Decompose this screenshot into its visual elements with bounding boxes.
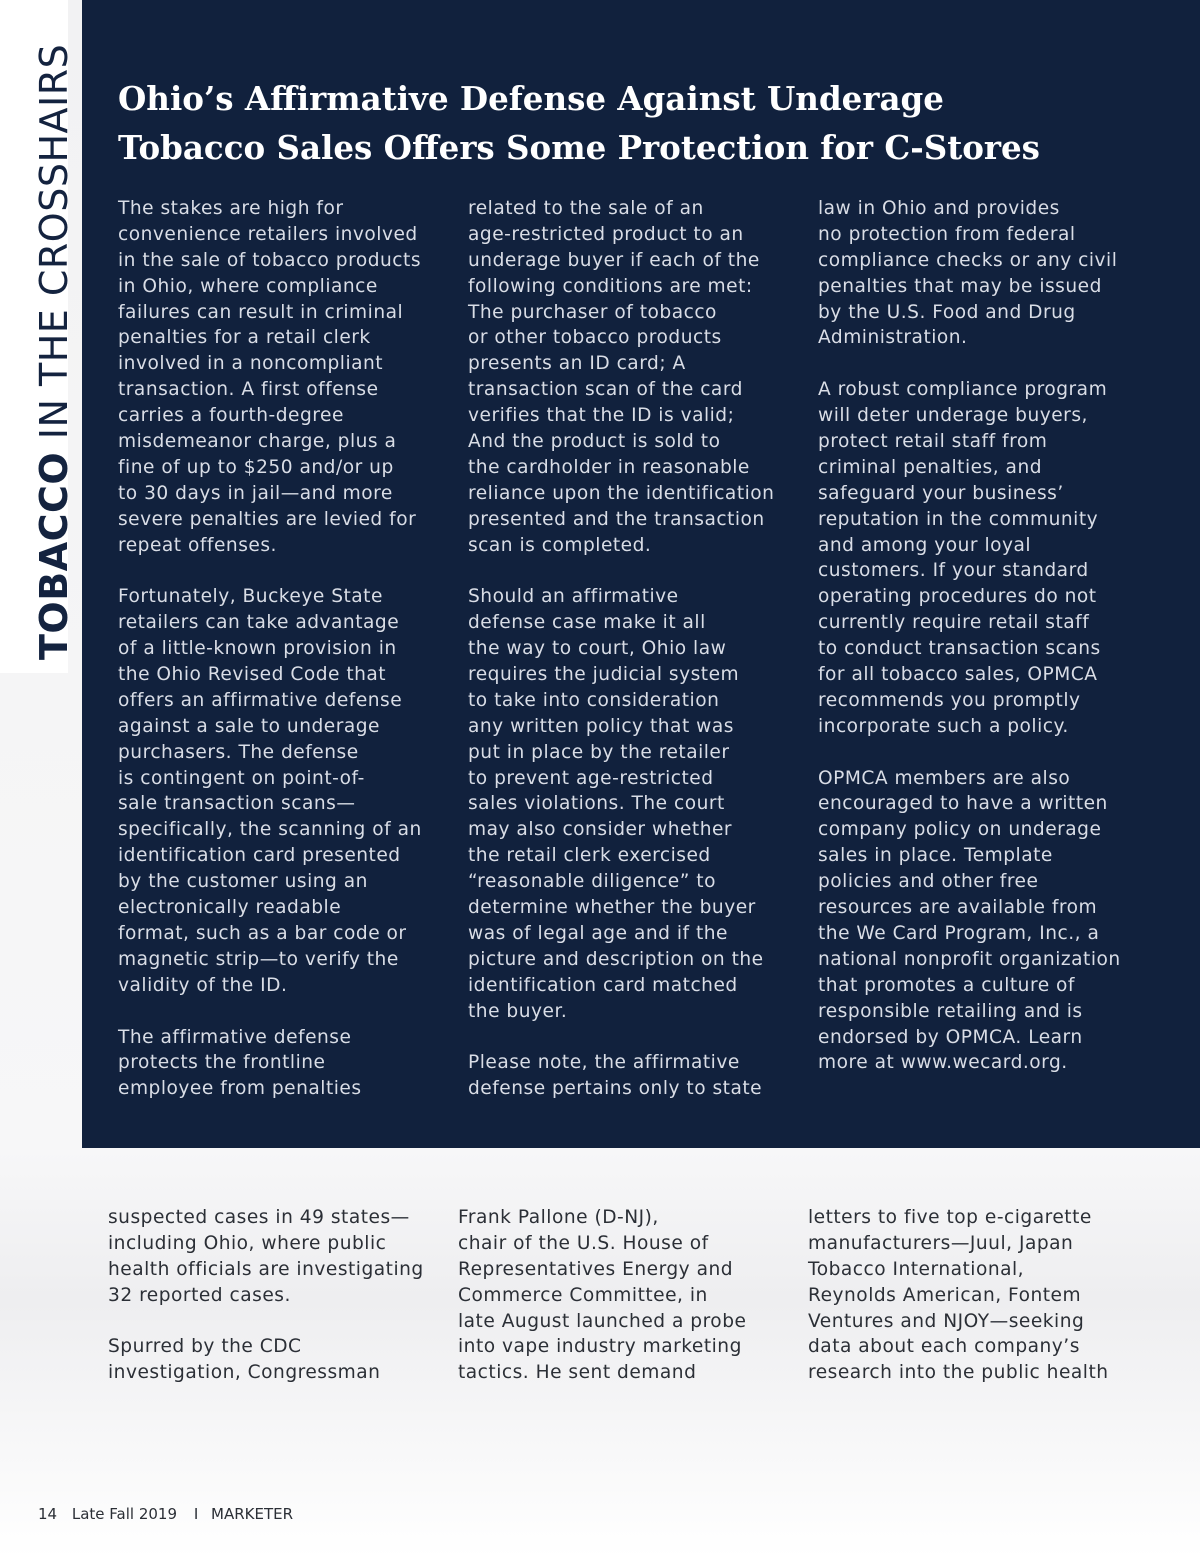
paragraph-gap <box>468 1025 798 1051</box>
text-line: sale transaction scans— <box>118 793 356 815</box>
text-line: Commerce Committee, in <box>458 1284 708 1306</box>
paragraph-gap <box>468 558 798 584</box>
text-line: company policy on underage <box>818 819 1102 841</box>
text-line: and among your loyal <box>818 534 1032 556</box>
text-line: Should an affirmative <box>468 586 679 608</box>
text-line: compliance checks or any civil <box>818 249 1118 271</box>
text-line: to 30 days in jail—and more <box>118 482 393 504</box>
text-line: put in place by the retailer <box>468 741 730 763</box>
text-line: OPMCA members are also <box>818 767 1071 789</box>
text-line: specifically, the scanning of an <box>118 819 422 841</box>
text-line: misdemeanor charge, plus a <box>118 431 397 453</box>
text-line: age-restricted product to an <box>468 223 744 245</box>
text-line: law in Ohio and provides <box>818 198 1060 219</box>
text-line: to prevent age-restricted <box>468 767 714 789</box>
text-line: failures can result in criminal <box>118 301 404 323</box>
text-line: by the customer using an <box>118 871 368 893</box>
text-line: endorsed by OPMCA. Learn <box>818 1026 1083 1048</box>
text-line: the cardholder in reasonable <box>468 456 750 478</box>
paragraph-gap <box>818 740 1148 766</box>
text-line: identification card matched <box>468 974 738 996</box>
text-line: retailers can take advantage <box>118 612 400 634</box>
article-column-1 <box>118 196 448 1102</box>
text-line: recommends you promptly <box>818 689 1081 711</box>
text-line: to take into consideration <box>468 689 720 711</box>
text-line: A robust compliance program <box>818 379 1108 401</box>
text-line: including Ohio, where public <box>108 1232 387 1254</box>
text-line: or other tobacco products <box>468 327 722 349</box>
text-line: transaction scan of the card <box>468 379 743 401</box>
text-line: identification card presented <box>118 845 401 867</box>
text-line: employee from penalties <box>118 1078 362 1100</box>
text-line: penalties that may be issued <box>818 275 1102 297</box>
text-line: Administration. <box>818 327 968 349</box>
article-column-3 <box>818 196 1148 1076</box>
paragraph-gap <box>118 558 448 584</box>
text-line: in the sale of tobacco products <box>118 249 422 271</box>
text-line: determine whether the buyer <box>468 897 756 919</box>
text-line: Fortunately, Buckeye State <box>118 586 383 608</box>
text-line: into vape industry marketing <box>458 1336 742 1358</box>
text-line: 32 reported cases. <box>108 1284 291 1306</box>
text-line: tactics. He sent demand <box>458 1362 697 1384</box>
text-line: responsible retailing and is <box>818 1000 1083 1022</box>
text-line: The stakes are high for <box>118 198 344 219</box>
text-line: protects the frontline <box>118 1052 326 1074</box>
text-line: scan is completed. <box>468 534 652 556</box>
text-line: involved in a noncompliant <box>118 353 384 375</box>
text-line: validity of the ID. <box>118 974 288 996</box>
text-line: sales in place. Template <box>818 845 1053 867</box>
publication-name: MARKETER <box>211 1505 294 1523</box>
text-line: investigation, Congressman <box>108 1362 381 1384</box>
text-line: operating procedures do not <box>818 586 1097 608</box>
text-line: presented and the transaction <box>468 508 765 530</box>
headline-line-1: Ohio’s Affirmative Defense Against Underage <box>118 79 944 118</box>
text-line: carries a fourth-degree <box>118 405 344 427</box>
text-line: to conduct transaction scans <box>818 638 1101 660</box>
text-line: customers. If your standard <box>818 560 1089 582</box>
headline-line-2: Tobacco Sales Offers Some Protection for C-Stores <box>118 128 1040 167</box>
text-line: transaction. A first offense <box>118 379 379 401</box>
text-line: the We Card Program, Inc., a <box>818 922 1100 944</box>
text-line: no protection from federal <box>818 223 1076 245</box>
text-line: “reasonable diligence” to <box>468 871 716 893</box>
paragraph-gap <box>118 999 448 1025</box>
text-line: data about each company’s <box>808 1336 1080 1358</box>
text-line: following conditions are met: <box>468 275 753 297</box>
text-line: fine of up to $250 and/or up <box>118 456 394 478</box>
text-line: magnetic strip—to verify the <box>118 948 399 970</box>
text-line: resources are available from <box>818 897 1098 919</box>
text-line: policies and other free <box>818 871 1039 893</box>
issue-date: Late Fall 2019 <box>71 1505 178 1523</box>
text-line: The purchaser of tobacco <box>468 301 717 323</box>
text-line: the retail clerk exercised <box>468 845 711 867</box>
text-line: currently require retail staff <box>818 612 1090 634</box>
paragraph-gap <box>818 351 1148 377</box>
text-line: Frank Pallone (D-NJ), <box>458 1207 659 1228</box>
text-line: related to the sale of an <box>468 198 704 219</box>
text-line: incorporate such a policy. <box>818 715 1069 737</box>
text-line: letters to five top e-cigarette <box>808 1207 1092 1228</box>
text-line: by the U.S. Food and Drug <box>818 301 1076 323</box>
text-line: penalties for a retail clerk <box>118 327 371 349</box>
text-line: format, such as a bar code or <box>118 922 407 944</box>
text-line: Tobacco International, <box>808 1258 1025 1280</box>
text-line: safeguard your business’ <box>818 482 1064 504</box>
text-line: the buyer. <box>468 1000 568 1022</box>
text-line: Please note, the affirmative <box>468 1052 740 1074</box>
text-line: will deter underage buyers, <box>818 405 1088 427</box>
text-line: convenience retailers involved <box>118 223 418 245</box>
text-line: in Ohio, where compliance <box>118 275 378 297</box>
text-line: was of legal age and if the <box>468 922 728 944</box>
text-line: encouraged to have a written <box>818 793 1108 815</box>
text-line: defense pertains only to state <box>468 1078 763 1100</box>
text-line: more at www.wecard.org. <box>818 1052 1068 1074</box>
continued-column-1 <box>108 1205 438 1386</box>
article-column-2 <box>468 196 798 1102</box>
text-line: sales violations. The court <box>468 793 725 815</box>
section-label <box>34 44 74 660</box>
text-line: may also consider whether <box>468 819 733 841</box>
text-line: of a little-known provision in <box>118 638 397 660</box>
text-line: national nonprofit organization <box>818 948 1121 970</box>
paragraph-gap <box>108 1309 438 1335</box>
text-line: manufacturers—Juul, Japan <box>808 1232 1074 1254</box>
text-line: criminal penalties, and <box>818 456 1043 478</box>
text-line: any written policy that was <box>468 715 734 737</box>
text-line: against a sale to underage <box>118 715 381 737</box>
text-line: The affirmative defense <box>118 1026 352 1048</box>
text-line: Ventures and NJOY—seeking <box>808 1310 1085 1332</box>
text-line: electronically readable <box>118 897 342 919</box>
text-line: presents an ID card; A <box>468 353 686 375</box>
text-line: picture and description on the <box>468 948 764 970</box>
text-line: suspected cases in 49 states— <box>108 1207 410 1228</box>
text-line: repeat offenses. <box>118 534 277 556</box>
section-label-light: IN THE CROSSHAIRS <box>32 43 76 452</box>
text-line: And the product is sold to <box>468 431 721 453</box>
text-line: defense case make it all <box>468 612 706 634</box>
continued-column-3 <box>808 1205 1138 1386</box>
text-line: chair of the U.S. House of <box>458 1232 709 1254</box>
text-line: severe penalties are levied for <box>118 508 417 530</box>
continued-column-2 <box>458 1205 788 1386</box>
text-line: offers an affirmative defense <box>118 689 403 711</box>
text-line: requires the judicial system <box>468 664 740 686</box>
text-line: the Ohio Revised Code that <box>118 664 387 686</box>
text-line: Representatives Energy and <box>458 1258 734 1280</box>
text-line: research into the public health <box>808 1362 1109 1384</box>
page-footer <box>38 1505 303 1523</box>
footer-separator: I <box>193 1505 199 1523</box>
text-line: Reynolds American, Fontem <box>808 1284 1082 1306</box>
text-line: late August launched a probe <box>458 1310 747 1332</box>
text-line: reliance upon the identification <box>468 482 775 504</box>
page-number: 14 <box>38 1505 58 1523</box>
text-line: verifies that the ID is valid; <box>468 405 735 427</box>
text-line: purchasers. The defense <box>118 741 359 763</box>
text-line: is contingent on point-of- <box>118 767 365 789</box>
text-line: health officials are investigating <box>108 1258 424 1280</box>
text-line: that promotes a culture of <box>818 974 1075 996</box>
text-line: for all tobacco sales, OPMCA <box>818 664 1098 686</box>
text-line: the way to court, Ohio law <box>468 638 727 660</box>
text-line: underage buyer if each of the <box>468 249 760 271</box>
text-line: Spurred by the CDC <box>108 1336 302 1358</box>
article-headline <box>118 74 1178 172</box>
text-line: protect retail staff from <box>818 431 1048 453</box>
section-label-bold: TOBACCO <box>32 451 76 660</box>
text-line: reputation in the community <box>818 508 1099 530</box>
